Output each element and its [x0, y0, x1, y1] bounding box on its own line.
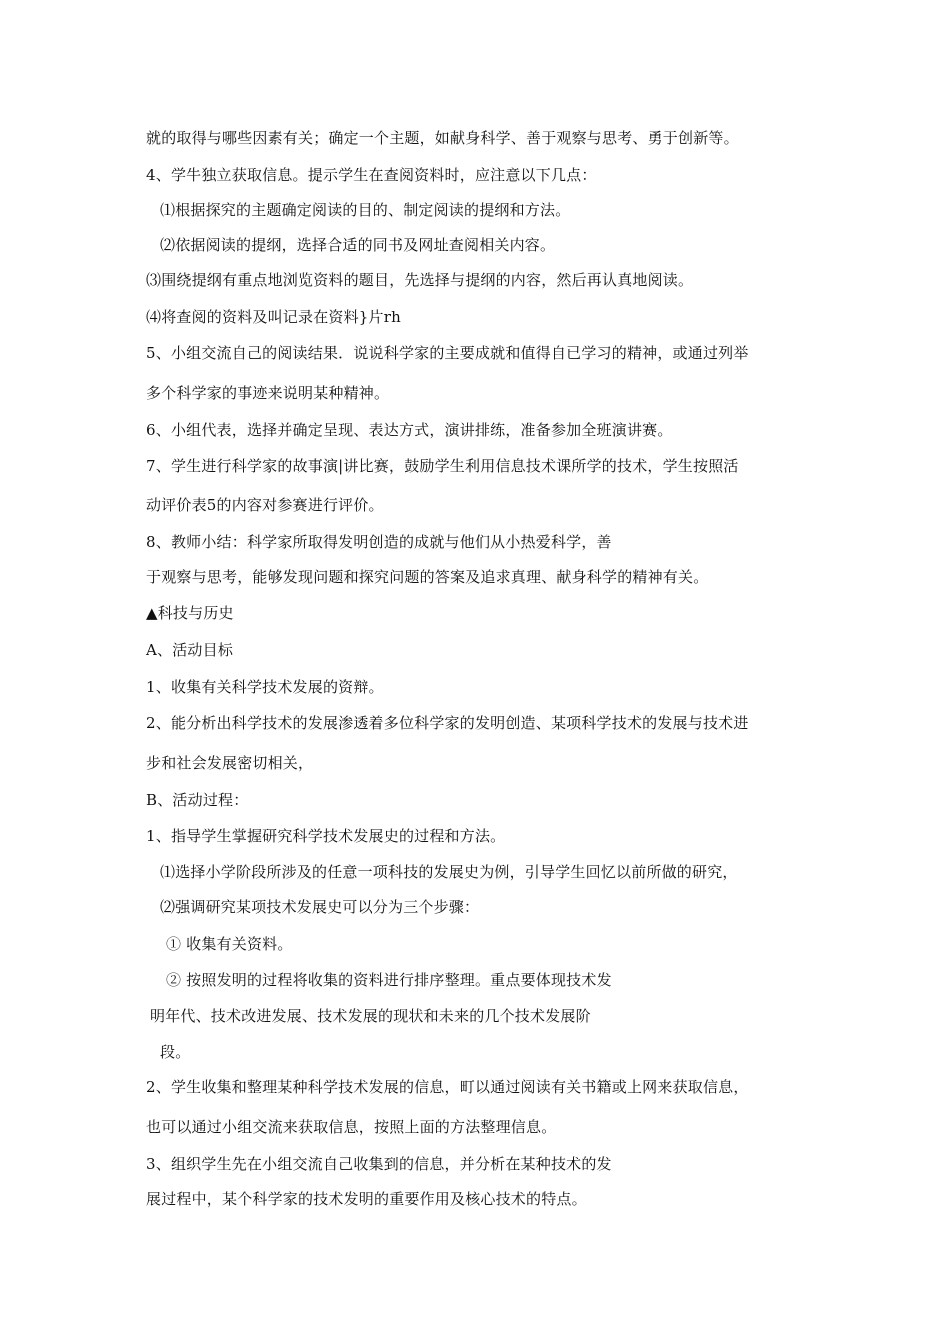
text-line: ① 收集有关资料。	[166, 935, 293, 953]
text-line: 于观察与思考，能够发现问题和探究问题的答案及追求真理、献身科学的精神有关。	[146, 568, 709, 586]
text-line: 3、组织学生先在小组交流自己收集到的信息，并分析在某种技术的发	[146, 1155, 612, 1173]
text-line: 7、学生进行科学家的故事演|讲比赛，鼓励学生利用信息技术课所学的技术，学生按照活	[146, 457, 739, 475]
text-line: ⑶围绕提纲有重点地浏览资料的题目，先选择与提纲的内容，然后再认真地阅读。	[146, 271, 694, 289]
text-line: 8、教师小结：科学家所取得发明创造的成就与他们从小热爱科学，善	[146, 533, 612, 551]
text-line: 多个科学家的事迹来说明某种精神。	[146, 384, 390, 402]
text-line: 1、收集有关科学技术发展的资辩。	[146, 678, 384, 696]
text-line: 就的取得与哪些因素有关；确定一个主题，如献身科学、善于观察与思考、勇于创新等。	[146, 129, 739, 147]
text-line: ⑴根据探究的主题确定阅读的目的、制定阅读的提纲和方法。	[160, 201, 571, 219]
text-line: ② 按照发明的过程将收集的资料进行排序整理。重点要体现技术发	[166, 971, 612, 989]
text-line: 4、学牛独立获取信息。提示学生在查阅资料时，应注意以下几点：	[146, 166, 597, 184]
text-line: 2、能分析出科学技术的发展渗透着多位科学家的发明创造、某项科学技术的发展与技术进	[146, 714, 749, 732]
text-line: 也可以通过小组交流来获取信息，按照上面的方法整理信息。	[146, 1118, 557, 1136]
text-line: ⑴选择小学阶段所涉及的任意一项科技的发展史为例，引导学生回忆以前所做的研究，	[160, 863, 738, 881]
section-heading: ▲科技与历史	[146, 604, 234, 622]
text-line: ⑵依据阅读的提纲，选择合适的同书及网址查阅相关内容。	[160, 236, 556, 254]
subsection-heading: B、活动过程：	[146, 791, 249, 809]
subsection-heading: A、活动目标	[146, 641, 234, 659]
text-line: 动评价表5的内容对参赛进行评价。	[146, 496, 384, 514]
text-line: ⑵强调研究某项技术发展史可以分为三个步骤：	[160, 898, 480, 916]
text-line: 6、小组代表，选择并确定呈现、表达方式，演讲排练，准备参加全班演讲赛。	[146, 421, 673, 439]
text-line: ⑷将查阅的资料及叫记录在资料}片rh	[146, 308, 401, 326]
text-line: 明年代、技术改进发展、技术发展的现状和未来的几个技术发展阶	[150, 1007, 591, 1025]
text-line: 1、指导学生掌握研究科学技术发展史的过程和方法。	[146, 827, 506, 845]
text-line: 5、小组交流自己的阅读结果．说说科学家的主要成就和值得自已学习的精神，或通过列举	[146, 344, 749, 362]
text-line: 步和社会发展密切相关，	[146, 754, 314, 772]
text-line: 2、学生收集和整理某种科学技术发展的信息，町以通过阅读有关书籍或上网来获取信息，	[146, 1078, 749, 1096]
text-line: 展过程中，某个科学家的技术发明的重要作用及核心技术的特点。	[146, 1190, 587, 1208]
text-line: 段。	[160, 1043, 191, 1061]
